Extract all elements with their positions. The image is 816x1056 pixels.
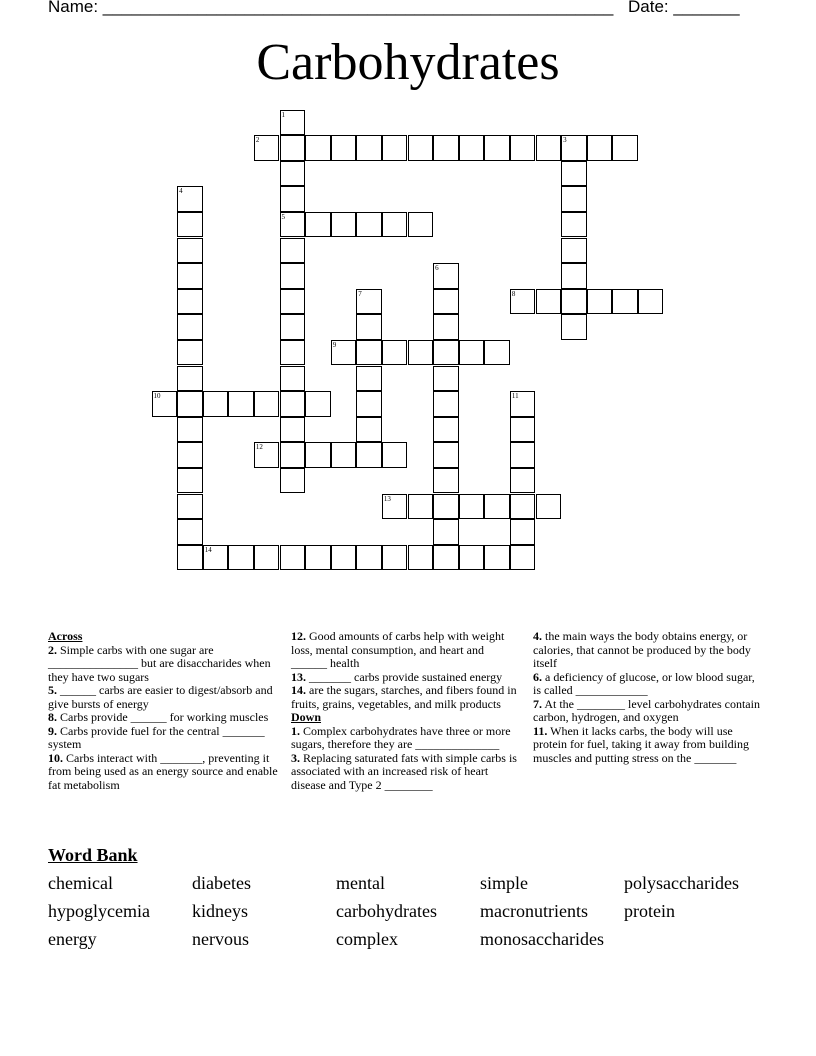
- crossword-cell[interactable]: [561, 314, 587, 340]
- clue-across-10: 10. Carbs interact with _______, preventing it from being used as an energy source and enable fat metabolism: [48, 750, 278, 792]
- crossword-cell[interactable]: [177, 468, 203, 494]
- crossword-cell[interactable]: [280, 545, 306, 571]
- crossword-cell[interactable]: [408, 212, 434, 238]
- crossword-cell[interactable]: [305, 135, 331, 161]
- clue-number: 10: [153, 392, 161, 401]
- crossword-cell[interactable]: [587, 135, 613, 161]
- word-bank-item: complex: [336, 929, 398, 949]
- crossword-cell[interactable]: [177, 289, 203, 315]
- crossword-cell[interactable]: [152, 391, 178, 417]
- crossword-cell[interactable]: [561, 289, 587, 315]
- crossword-cell[interactable]: [356, 289, 382, 315]
- crossword-cell[interactable]: [433, 135, 459, 161]
- crossword-cell[interactable]: [305, 212, 331, 238]
- clue-number: 4: [179, 187, 183, 196]
- clue-number: 5: [281, 212, 285, 221]
- clue-number: 1: [281, 110, 285, 119]
- crossword-cell[interactable]: [177, 494, 203, 520]
- crossword-cell[interactable]: [280, 161, 306, 187]
- clue-column-1: [48, 630, 280, 792]
- word-bank-item: chemical: [48, 873, 113, 893]
- crossword-cell[interactable]: [510, 468, 536, 494]
- crossword-cell[interactable]: [331, 340, 357, 366]
- word-bank-item: diabetes: [192, 873, 251, 893]
- crossword-cell[interactable]: [356, 391, 382, 417]
- crossword-cell[interactable]: [433, 391, 459, 417]
- crossword-cell[interactable]: [510, 417, 536, 443]
- crossword-cell[interactable]: [280, 263, 306, 289]
- crossword-cell[interactable]: [280, 238, 306, 264]
- crossword-cell[interactable]: [177, 545, 203, 571]
- crossword-cell[interactable]: [331, 212, 357, 238]
- clue-number: 11: [511, 392, 519, 401]
- crossword-cell[interactable]: [203, 545, 229, 571]
- crossword-cell[interactable]: [536, 494, 562, 520]
- clue-column-3: [533, 630, 765, 765]
- crossword-cell[interactable]: [177, 314, 203, 340]
- crossword-cell[interactable]: [356, 340, 382, 366]
- crossword-cell[interactable]: [510, 289, 536, 315]
- clue-across-14: 14. are the sugars, starches, and fibers found in fruits, grains, vegetables, and milk products: [291, 683, 517, 711]
- clue-number: 13: [383, 494, 391, 503]
- clue-number: 9: [332, 340, 337, 349]
- name-field-label[interactable]: Name: ______________________________________________________: [48, 0, 614, 16]
- crossword-cell[interactable]: [433, 545, 459, 571]
- clue-across-13: 13. _______ carbs provide sustained energy: [291, 669, 503, 684]
- clue-down-6: 6. a deficiency of glucose, or low blood sugar, is called ____________: [533, 669, 755, 697]
- crossword-cell[interactable]: [433, 442, 459, 468]
- crossword-cell[interactable]: [561, 186, 587, 212]
- crossword-cell[interactable]: [433, 468, 459, 494]
- crossword-cell[interactable]: [510, 494, 536, 520]
- word-bank-item: energy: [48, 929, 97, 949]
- crossword-cell[interactable]: [536, 289, 562, 315]
- crossword-cell[interactable]: [561, 263, 587, 289]
- crossword-cell[interactable]: [305, 545, 331, 571]
- crossword-cell[interactable]: [280, 391, 306, 417]
- word-bank-item: protein: [624, 901, 675, 921]
- page-title: Carbohydrates: [256, 34, 560, 91]
- crossword-cell[interactable]: [280, 289, 306, 315]
- crossword-cell[interactable]: [408, 135, 434, 161]
- clue-number: 2: [255, 136, 260, 145]
- crossword-cell[interactable]: [433, 494, 459, 520]
- crossword-cell[interactable]: [433, 314, 459, 340]
- crossword-cell[interactable]: [228, 391, 254, 417]
- crossword-cell[interactable]: [177, 186, 203, 212]
- crossword-cell[interactable]: [280, 417, 306, 443]
- crossword-cell[interactable]: [254, 135, 280, 161]
- crossword-cell[interactable]: [254, 442, 280, 468]
- crossword-cell[interactable]: [280, 186, 306, 212]
- clue-down-7: 7. At the ________ level carbohydrates contain carbon, hydrogen, and oxygen: [533, 696, 760, 724]
- clue-across-9: 9. Carbs provide fuel for the central _______ system: [48, 723, 265, 751]
- crossword-cell[interactable]: [177, 519, 203, 545]
- crossword-cell[interactable]: [561, 161, 587, 187]
- word-bank-item: simple: [480, 873, 528, 893]
- crossword-cell[interactable]: [459, 545, 485, 571]
- crossword-cell[interactable]: [484, 135, 510, 161]
- crossword-cell[interactable]: [433, 289, 459, 315]
- word-bank-item: macronutrients: [480, 901, 588, 921]
- clue-across-8: 8. Carbs provide ______ for working muscles: [48, 710, 269, 724]
- crossword-cell[interactable]: [433, 263, 459, 289]
- crossword-cell[interactable]: [382, 212, 408, 238]
- crossword-cell[interactable]: [177, 417, 203, 443]
- crossword-cell[interactable]: [280, 314, 306, 340]
- crossword-cell[interactable]: [561, 238, 587, 264]
- crossword-cell[interactable]: [280, 366, 306, 392]
- clue-number: 12: [255, 443, 263, 452]
- crossword-cell[interactable]: [484, 340, 510, 366]
- clue-down-1: 1. Complex carbohydrates have three or more sugars, therefore they are ______________: [291, 723, 511, 751]
- crossword-cell[interactable]: [356, 545, 382, 571]
- crossword-cell[interactable]: [587, 289, 613, 315]
- crossword-cell[interactable]: [459, 340, 485, 366]
- crossword-cell[interactable]: [433, 417, 459, 443]
- crossword-cell[interactable]: [280, 135, 306, 161]
- crossword-cell[interactable]: [177, 263, 203, 289]
- clue-number: 6: [435, 264, 439, 273]
- crossword-cell[interactable]: [433, 366, 459, 392]
- word-bank-item: kidneys: [192, 901, 248, 921]
- crossword-cell[interactable]: [280, 340, 306, 366]
- crossword-cell[interactable]: [356, 417, 382, 443]
- crossword-cell[interactable]: [510, 391, 536, 417]
- crossword-cell[interactable]: [408, 545, 434, 571]
- word-bank-item: hypoglycemia: [48, 901, 150, 921]
- crossword-cell[interactable]: [510, 135, 536, 161]
- word-bank-item: polysaccharides: [624, 873, 739, 893]
- clue-down-4: 4. the main ways the body obtains energy, or calories, that cannot be produced by the body itself: [533, 629, 751, 670]
- clue-number: 8: [511, 289, 516, 298]
- across-heading: Across: [48, 629, 83, 643]
- clue-across-12: 12. Good amounts of carbs help with weight loss, mental consumption, and heart and ______ health: [291, 629, 505, 670]
- crossword-cell[interactable]: [382, 442, 408, 468]
- crossword-cell[interactable]: [177, 212, 203, 238]
- crossword-cell[interactable]: [177, 442, 203, 468]
- clue-number: 14: [204, 545, 212, 554]
- crossword-cell[interactable]: [510, 442, 536, 468]
- crossword-cell[interactable]: [254, 545, 280, 571]
- crossword-cell[interactable]: [177, 366, 203, 392]
- word-bank-item: nervous: [192, 929, 249, 949]
- crossword-cell[interactable]: [408, 340, 434, 366]
- word-bank-item: monosaccharides: [480, 929, 604, 949]
- crossword-cell[interactable]: [356, 314, 382, 340]
- crossword-cell[interactable]: [561, 135, 587, 161]
- crossword-cell[interactable]: [280, 110, 306, 136]
- word-bank-title: Word Bank: [48, 845, 138, 865]
- crossword-cell[interactable]: [331, 442, 357, 468]
- crossword-cell[interactable]: [356, 442, 382, 468]
- crossword-cell[interactable]: [280, 212, 306, 238]
- crossword-cell[interactable]: [536, 135, 562, 161]
- crossword-cell[interactable]: [510, 545, 536, 571]
- crossword-cell[interactable]: [203, 391, 229, 417]
- crossword-cell[interactable]: [254, 391, 280, 417]
- word-bank-item: carbohydrates: [336, 901, 437, 921]
- crossword-cell[interactable]: [177, 340, 203, 366]
- clue-across-2: 2. Simple carbs with one sugar are _______________ but are disaccharides when they have two sugars: [48, 642, 271, 684]
- crossword-cell[interactable]: [561, 212, 587, 238]
- crossword-cell[interactable]: [356, 135, 382, 161]
- crossword-cell[interactable]: [612, 135, 638, 161]
- clue-down-11: 11. When it lacks carbs, the body will use protein for fuel, taking it away from building muscles and putting stress on the _______: [533, 723, 749, 765]
- crossword-cell[interactable]: [356, 212, 382, 238]
- date-field-label[interactable]: Date: _______: [628, 0, 740, 16]
- crossword-cell[interactable]: [177, 238, 203, 264]
- clue-number: 3: [563, 136, 567, 145]
- crossword-cell[interactable]: [305, 442, 331, 468]
- crossword-cell[interactable]: [331, 135, 357, 161]
- crossword-cell[interactable]: [356, 366, 382, 392]
- crossword-cell[interactable]: [459, 135, 485, 161]
- crossword-cell[interactable]: [459, 494, 485, 520]
- crossword-cell[interactable]: [382, 494, 408, 520]
- crossword-cell[interactable]: [280, 468, 306, 494]
- crossword-cell[interactable]: [331, 545, 357, 571]
- down-heading: Down: [291, 710, 322, 724]
- clue-column-2: [291, 630, 519, 792]
- crossword-cell[interactable]: [177, 391, 203, 417]
- word-bank: [48, 873, 788, 957]
- crossword-cell[interactable]: [228, 545, 254, 571]
- crossword-cell[interactable]: [484, 494, 510, 520]
- crossword-cell[interactable]: [484, 545, 510, 571]
- clue-across-5: 5. ______ carbs are easier to digest/absorb and give bursts of energy: [48, 683, 273, 711]
- crossword-cell[interactable]: [382, 545, 408, 571]
- clue-down-3: 3. Replacing saturated fats with simple carbs is associated with an increased risk of heart disease and Type 2 ________: [291, 750, 517, 792]
- crossword-cell[interactable]: [408, 494, 434, 520]
- crossword-cell[interactable]: [382, 135, 408, 161]
- crossword-cell[interactable]: [638, 289, 664, 315]
- crossword-cell[interactable]: [433, 340, 459, 366]
- crossword-cell[interactable]: [510, 519, 536, 545]
- crossword-cell[interactable]: [305, 391, 331, 417]
- clue-number: 7: [358, 289, 362, 298]
- crossword-cell[interactable]: [280, 442, 306, 468]
- crossword-cell[interactable]: [433, 519, 459, 545]
- crossword-cell[interactable]: [382, 340, 408, 366]
- crossword-cell[interactable]: [612, 289, 638, 315]
- word-bank-item: mental: [336, 873, 385, 893]
